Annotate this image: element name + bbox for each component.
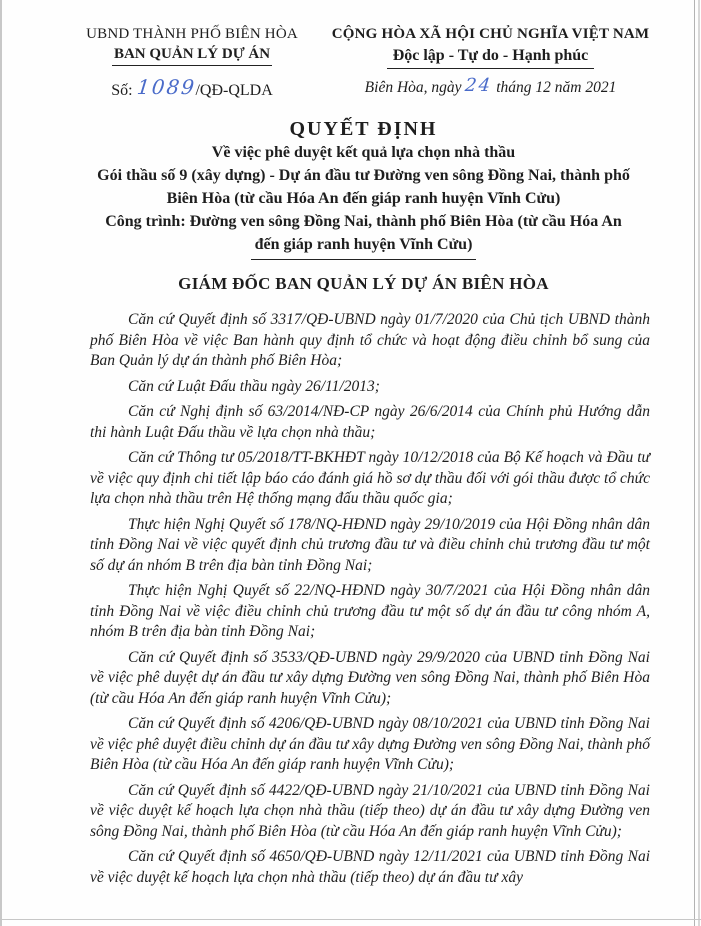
- body-paragraph: Căn cứ Luật Đấu thầu ngày 26/11/2013;: [128, 377, 380, 395]
- body-paragraph: Căn cứ Quyết định số 3533/QĐ-UBND ngày 29/9/2020 của UBND tỉnh Đồng Nai về việc phê duyệt dự án đầu tư xây dựng Đường ven sông Đồng Nai, thành phố Biên Hòa (từ cầu Hóa An đến giáp ranh huyện Vĩnh Cửu);: [90, 648, 650, 707]
- issuer-heading: GIÁM ĐỐC BAN QUẢN LÝ DỰ ÁN BIÊN HÒA: [178, 274, 549, 293]
- body-paragraph: Thực hiện Nghị Quyết số 22/NQ-HĐND ngày 30/7/2021 của Hội Đồng nhân dân tỉnh Đồng Nai về việc điều chỉnh chủ trương đầu tư một số dự án đầu tư công nhóm A, nhóm B trên địa bàn tỉnh Đồng Nai;: [90, 582, 650, 640]
- issuing-agency-block: [72, 26, 312, 100]
- subject-line-3: Biên Hòa (từ cầu Hóa An đến giáp ranh huyện Vĩnh Cửu): [166, 190, 561, 207]
- org-name-text: BAN QUẢN LÝ DỰ ÁN: [112, 46, 272, 66]
- scan-edge-right-inner: [694, 0, 695, 926]
- dateline-day-handwritten: 24: [464, 75, 494, 96]
- body-paragraph: Căn cứ Thông tư 05/2018/TT-BKHĐT ngày 10/12/2018 của Bộ Kế hoạch và Đầu tư về việc quy định chi tiết lập báo cáo đánh giá hồ sơ dự thầu đối với gói thầu được tổ chức lựa chọn nhà thầu trên Hệ thống mạng đấu thầu quốc gia;: [90, 449, 650, 507]
- org-parent-name: UBND THÀNH PHỐ BIÊN HÒA: [86, 26, 298, 42]
- document-body: [90, 310, 650, 888]
- national-header-block: [312, 26, 655, 100]
- national-motto: [326, 47, 655, 69]
- scan-edge-left: [0, 0, 2, 926]
- subject-line-5-text: đến giáp ranh huyện Vĩnh Cửu): [251, 233, 477, 260]
- body-paragraph: Thực hiện Nghị Quyết số 178/NQ-HĐND ngày 29/10/2019 của Hội Đồng nhân dân tỉnh Đồng Nai về việc quyết định chủ trương đầu tư và điều chỉnh chủ trương đầu tư một số dự án nhóm B trên địa bàn tỉnh Đồng Nai;: [90, 515, 650, 574]
- body-paragraph: Căn cứ Quyết định số 3317/QĐ-UBND ngày 01/7/2020 của Chủ tịch UBND thành phố Biên Hòa về việc Ban hành quy định tổ chức và hoạt động điều chỉnh bổ sung của Ban Quản lý dự án thành phố Biên Hòa;: [90, 311, 650, 369]
- subject-line-1: Về việc phê duyệt kết quả lựa chọn nhà thầu: [211, 144, 516, 161]
- subject-line-5: [72, 233, 655, 260]
- national-motto-text: Độc lập - Tự do - Hạnh phúc: [387, 47, 595, 69]
- dateline-prefix: Biên Hòa, ngày: [364, 79, 462, 96]
- subject-line-2: Gói thầu số 9 (xây dựng) - Dự án đầu tư Đường ven sông Đồng Nai, thành phố: [97, 167, 630, 184]
- dateline-suffix: tháng 12 năm 2021: [496, 79, 617, 96]
- title-block: [0, 118, 701, 294]
- document-number-suffix: /QĐ-QLDA: [195, 82, 273, 99]
- document-number: [72, 76, 312, 100]
- dateline: [326, 76, 655, 97]
- org-name: [72, 46, 312, 66]
- body-paragraph: Căn cứ Nghị định số 63/2014/NĐ-CP ngày 26/6/2014 của Chính phủ Hướng dẫn thi hành Luật Đấu thầu về lựa chọn nhà thầu;: [90, 403, 650, 441]
- document-number-label: Số:: [111, 82, 133, 99]
- body-paragraph: Căn cứ Quyết định số 4206/QĐ-UBND ngày 08/10/2021 của UBND tỉnh Đồng Nai về việc phê duyệt điều chỉnh dự án đầu tư xây dựng Đường ven sông Đồng Nai, thành phố Biên Hòa (từ cầu Hóa An đến giáp ranh huyện Vĩnh Cửu);: [90, 715, 650, 773]
- body-paragraph: Căn cứ Quyết định số 4650/QĐ-UBND ngày 12/11/2021 của UBND tỉnh Đồng Nai về việc duyệt kế hoạch lựa chọn nhà thầu (tiếp theo) dự án đầu tư xây: [90, 848, 650, 886]
- national-title: CỘNG HÒA XÃ HỘI CHỦ NGHĨA VIỆT NAM: [331, 26, 650, 42]
- document-number-handwritten: 1089: [135, 75, 197, 99]
- document-header: [0, 0, 701, 100]
- body-paragraph: Căn cứ Quyết định số 4422/QĐ-UBND ngày 21/10/2021 của UBND tỉnh Đồng Nai về việc duyệt kế hoạch lựa chọn nhà thầu (tiếp theo) dự án đầu tư xây dựng Đường ven sông Đồng Nai, thành phố Biên Hòa (từ cầu Hóa An đến giáp ranh huyện Vĩnh Cửu);: [90, 781, 650, 840]
- scan-edge-right-outer: [698, 0, 700, 926]
- subject-line-4: Công trình: Đường ven sông Đồng Nai, thành phố Biên Hòa (từ cầu Hóa An: [105, 213, 622, 230]
- decision-heading: QUYẾT ĐỊNH: [289, 118, 438, 140]
- scan-edge-bottom: [0, 919, 701, 920]
